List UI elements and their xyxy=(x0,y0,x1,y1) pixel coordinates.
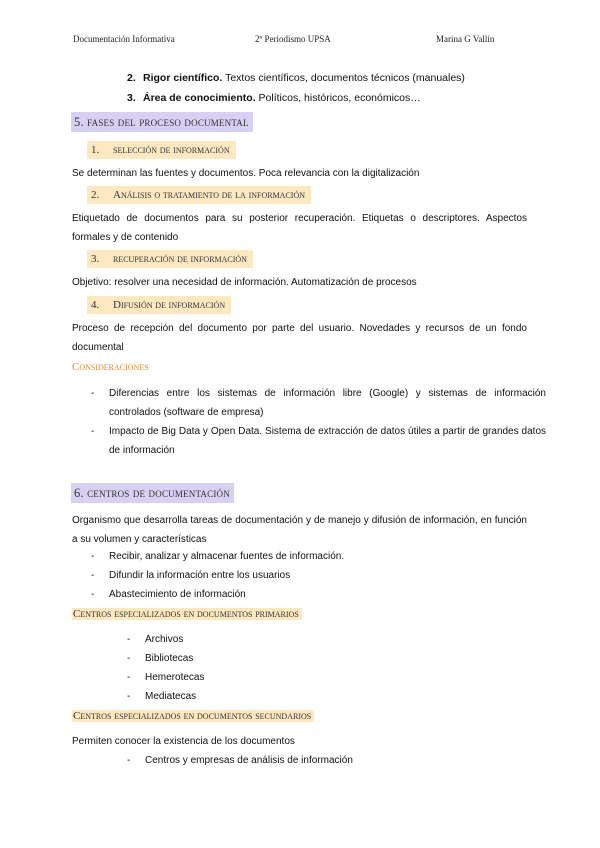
subheading-text: Análisis o tratamiento de la información xyxy=(113,189,306,201)
bullet-dash: - xyxy=(91,426,95,437)
section-heading: 5. fases del proceso documental xyxy=(71,112,253,132)
list-number: 3. xyxy=(127,92,136,104)
list-text: Hemerotecas xyxy=(145,672,205,683)
list-text: Archivos xyxy=(145,634,184,645)
subheading xyxy=(87,296,231,314)
paragraph: Organismo que desarrolla tareas de documentación y de manejo y difusión de información, en función a su volumen y características xyxy=(72,515,527,545)
list-text: Difundir la información entre los usuarios xyxy=(109,570,291,581)
header-center: 2º Periodismo UPSA xyxy=(255,34,331,44)
paragraph: Etiquetado de documentos para su posterior recuperación. Etiquetas o descriptores. Aspectos formales y de contenido xyxy=(72,213,527,243)
primary-centers-heading: Centros especializados en documentos primarios xyxy=(72,608,302,620)
bullet-dash: - xyxy=(127,634,131,645)
subheading xyxy=(87,250,253,268)
header-right: Marina G Vallín xyxy=(436,34,495,44)
list-text: Textos científicos, documentos técnicos (manuales) xyxy=(222,72,465,84)
list-text: Mediatecas xyxy=(145,691,197,702)
subheading-text: Difusión de información xyxy=(113,299,226,311)
list-item xyxy=(127,92,421,104)
list-item xyxy=(127,72,465,84)
subheading-text: recuperación de información xyxy=(113,253,247,265)
bullet-dash: - xyxy=(91,570,95,581)
list-number: 2. xyxy=(127,72,136,84)
list-bold: Rigor científico. xyxy=(143,72,223,84)
list-text: Políticos, históricos, económicos… xyxy=(255,92,421,104)
paragraph: Objetivo: resolver una necesidad de información. Automatización de procesos xyxy=(72,277,417,288)
list-text: Diferencias entre los sistemas de información libre (Google) y sistemas de información controlados (software de empresa) xyxy=(109,388,546,418)
paragraph: Proceso de recepción del documento por parte del usuario. Novedades y recursos de un fondo documental xyxy=(72,323,527,353)
subheading xyxy=(87,141,236,159)
section-heading: 6. centros de documentación xyxy=(71,483,234,503)
list-text: Bibliotecas xyxy=(145,653,194,664)
bullet-dash: - xyxy=(127,653,131,664)
subheading-number: 1. xyxy=(91,144,100,156)
bullet-dash: - xyxy=(91,388,95,399)
list-bold: Área de conocimiento. xyxy=(143,92,256,104)
bullet-dash: - xyxy=(91,589,95,600)
bullet-dash: - xyxy=(127,755,131,766)
paragraph: Permiten conocer la existencia de los documentos xyxy=(72,736,295,747)
list-text: Centros y empresas de análisis de información xyxy=(145,755,353,766)
secondary-centers-heading: Centros especializados en documentos secundarios xyxy=(72,710,314,722)
subheading-number: 2. xyxy=(91,189,100,201)
subheading-text: selección de información xyxy=(113,144,230,156)
subheading-number: 3. xyxy=(91,253,100,265)
bullet-dash: - xyxy=(127,691,131,702)
bullet-dash: - xyxy=(91,551,95,562)
bullet-dash: - xyxy=(127,672,131,683)
list-text: Impacto de Big Data y Open Data. Sistema de extracción de datos útiles a partir de grandes datos de información xyxy=(109,426,546,456)
header-left: Documentación Informativa xyxy=(73,34,175,44)
list-text: Abastecimiento de información xyxy=(109,589,246,600)
subheading xyxy=(87,186,311,204)
subheading-number: 4. xyxy=(91,299,100,311)
considerations-heading: Consideraciones xyxy=(72,361,149,373)
list-text: Recibir, analizar y almacenar fuentes de información. xyxy=(109,551,345,562)
paragraph: Se determinan las fuentes y documentos. Poca relevancia con la digitalización xyxy=(72,168,420,179)
